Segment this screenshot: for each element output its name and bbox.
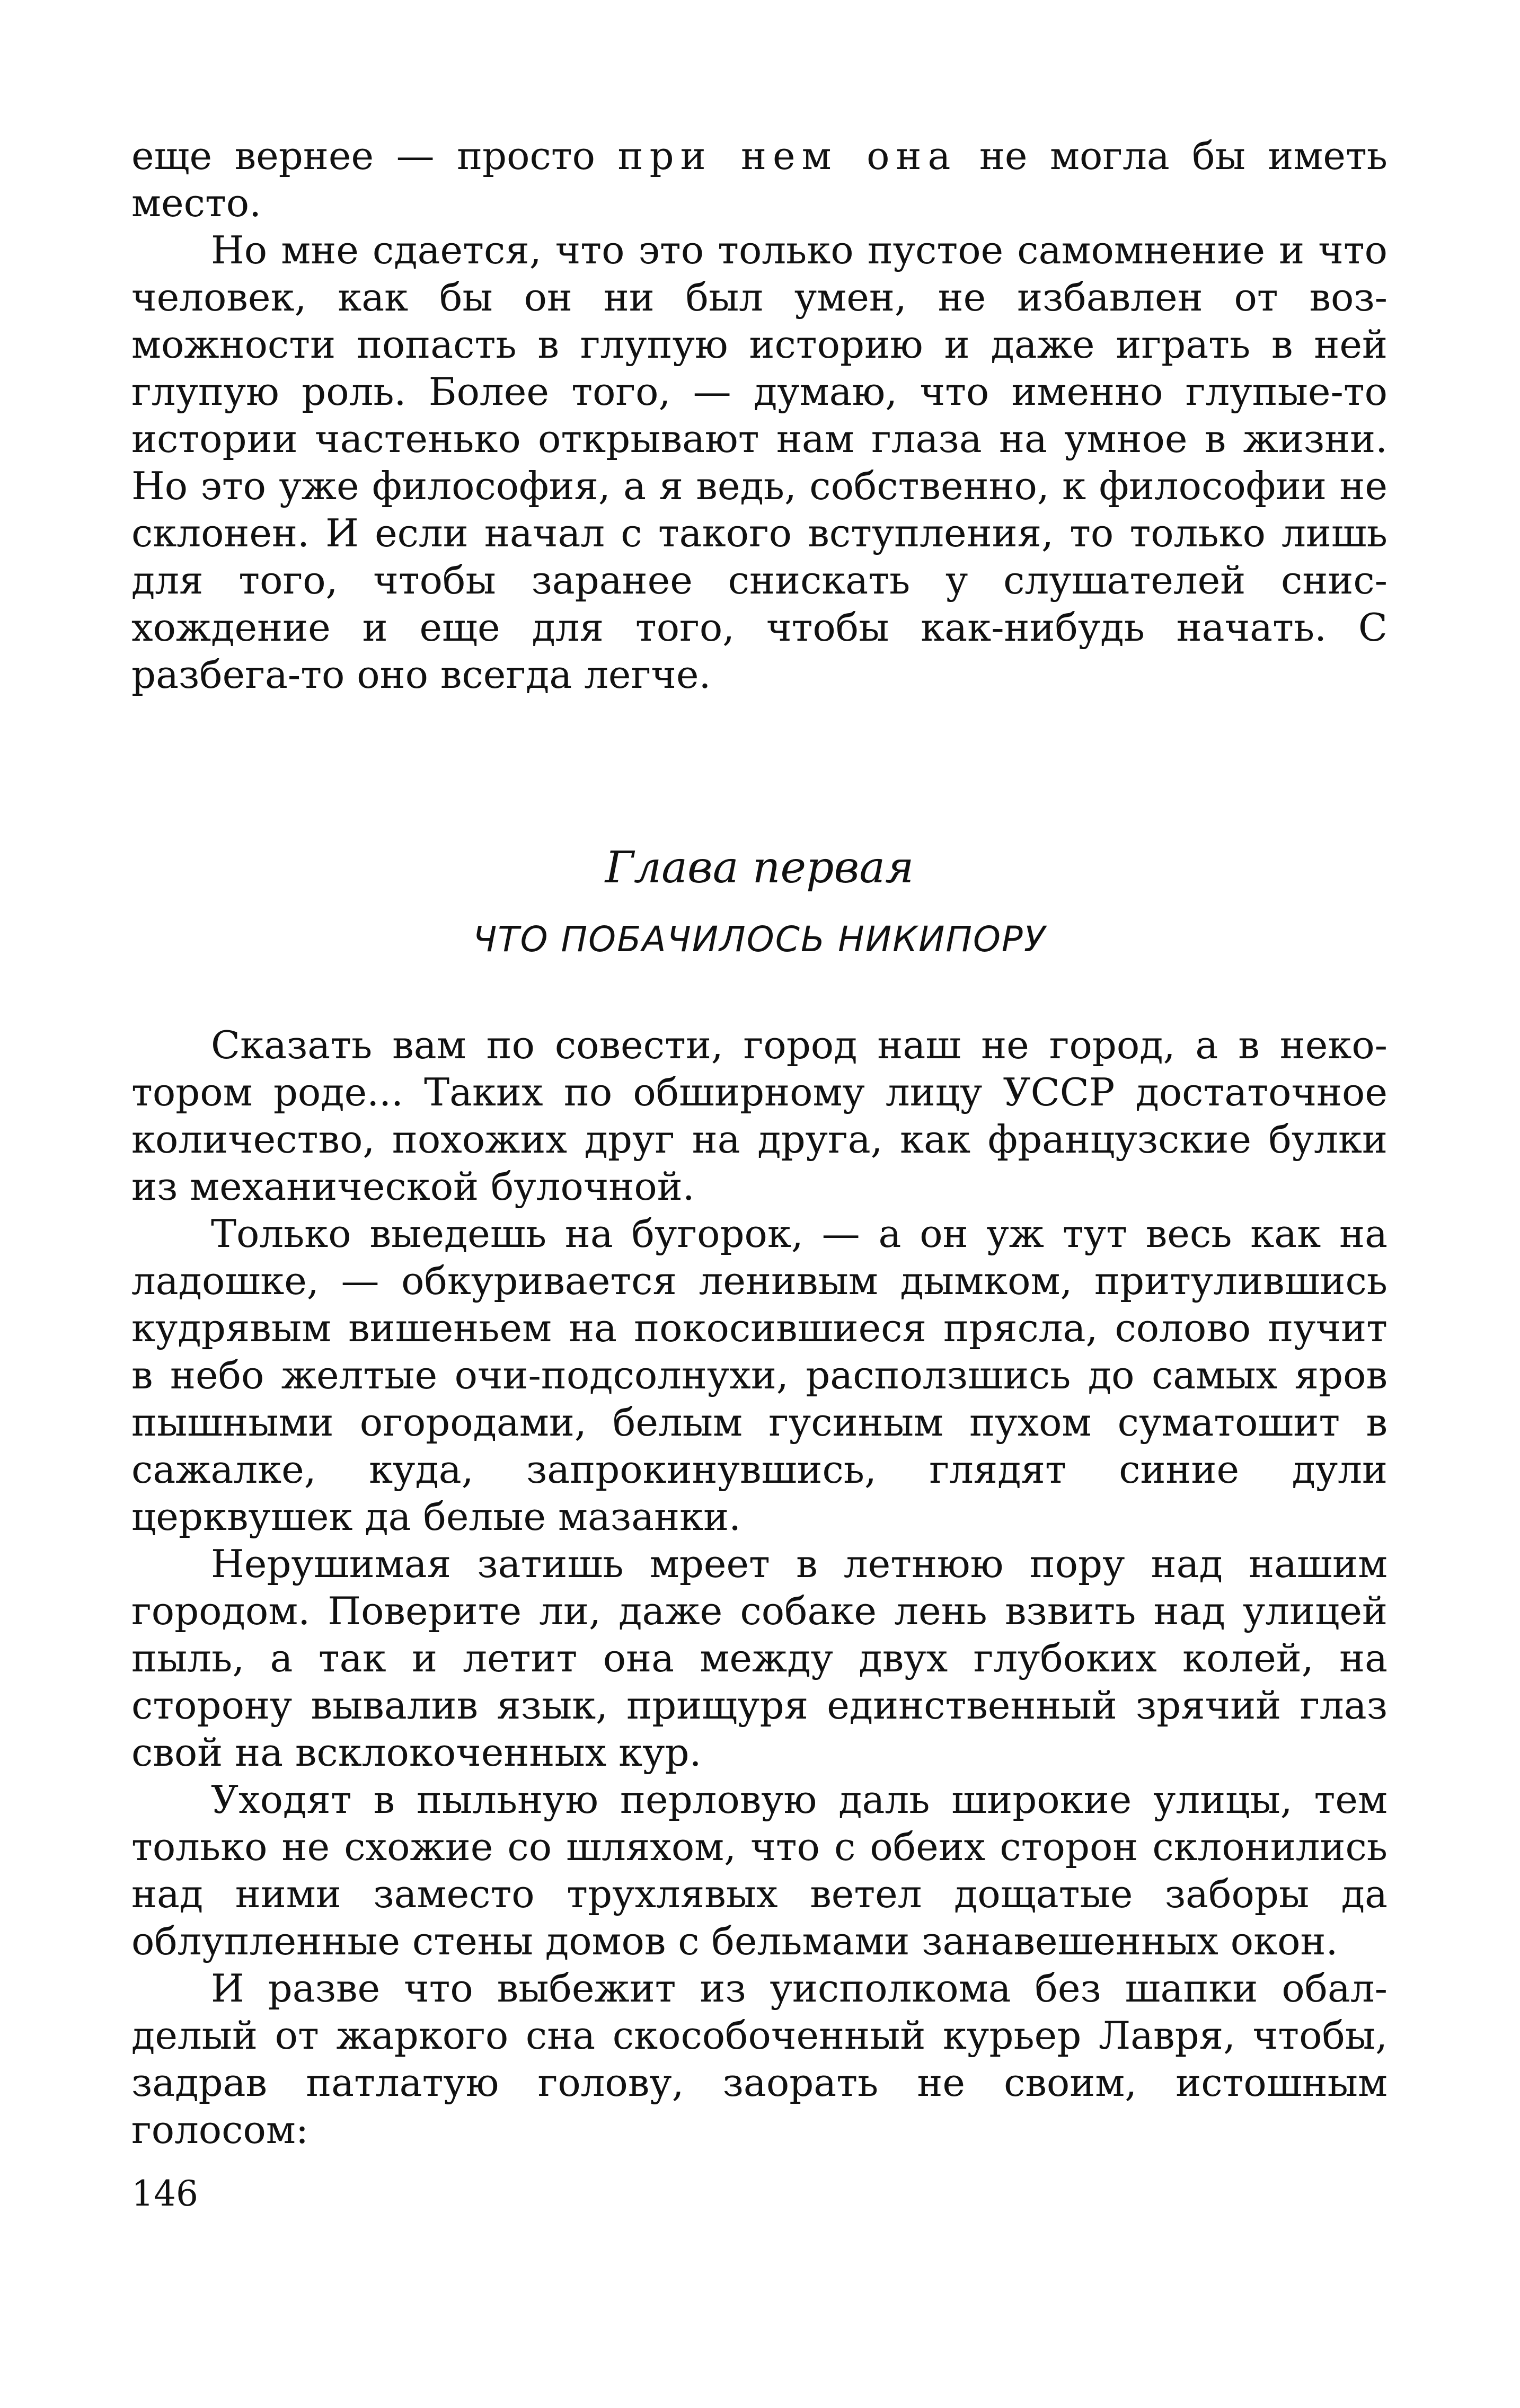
intro-text-before: еще вернее — просто bbox=[131, 134, 618, 178]
body-paragraph: И разве что выбежит из уисполкома без шапки обалделый от жаркого сна скособоченный курьер Лавря, чтобы, задрав патлатую голову, заорать не своим, истошным голосом: bbox=[131, 1966, 1388, 2152]
body-paragraph: Только выедешь на бугорок, — а он уж тут весь как на ладошке, — обкуривается ленивым дымком, притулившись кудрявым вишеньем на покосившиеся прясла, солово пучит в небо желтые очи-подсолнухи, расползшись до самых яров пышными огородами, белым гусиным пухом суматошит в сажалке, куда, запрокинувшись, глядят синие дули церквушек да белые мазанки. bbox=[131, 1211, 1388, 1539]
book-page bbox=[131, 132, 1388, 2154]
intro-paragraph: Но мне сдается, что это только пустое самомнение и что человек, как бы он ни был умен, не избавлен от возможности попасть в глупую историю и даже играть в ней глупую роль. Более того, — думаю, что именно глупые-то истории частенько открывают нам глаза на умное в жизни. Но это уже философия, а я ведь, собственно, к философии не склонен. И если начал с такого вступления, то только лишь для того, чтобы заранее снискать у слушателей снисхождение и еще для того, чтобы как-нибудь начать. С разбега-то оно всегда легче. bbox=[131, 228, 1388, 697]
chapter-subtitle: ЧТО ПОБАЧИЛОСЬ НИКИПОРУ bbox=[473, 919, 1046, 960]
body-paragraph: Уходят в пыльную перловую даль широкие улицы, тем только не схожие со шляхом, что с обеих сторон склонились над ними заместо трухлявых ветел дощатые заборы да облупленные стены домов с бельмами занавешенных окон. bbox=[131, 1777, 1388, 1963]
body-paragraph: Сказать вам по совести, город наш не город, а в некотором роде... Таких по обширному лицу УССР достаточное количество, похожих друг на друга, как французские булки из механической булочной. bbox=[131, 1023, 1388, 1209]
intro-paragraph-continued bbox=[131, 132, 1388, 227]
body-paragraph: Нерушимая затишь мреет в летнюю пору над нашим городом. Поверите ли, даже собаке лень взвить над улицей пыль, а так и летит она между двух глубоких колей, на сторону вывалив язык, прищуря единственный зрячий глаз свой на всклокоченных кур. bbox=[131, 1542, 1388, 1775]
chapter-heading bbox=[131, 842, 1388, 963]
intro-text-after: не могла бы иметь место. bbox=[131, 134, 1388, 225]
chapter-title: Глава первая bbox=[605, 843, 914, 893]
intro-text-spaced: при нем она bbox=[617, 134, 957, 178]
page-number: 146 bbox=[131, 2173, 198, 2214]
